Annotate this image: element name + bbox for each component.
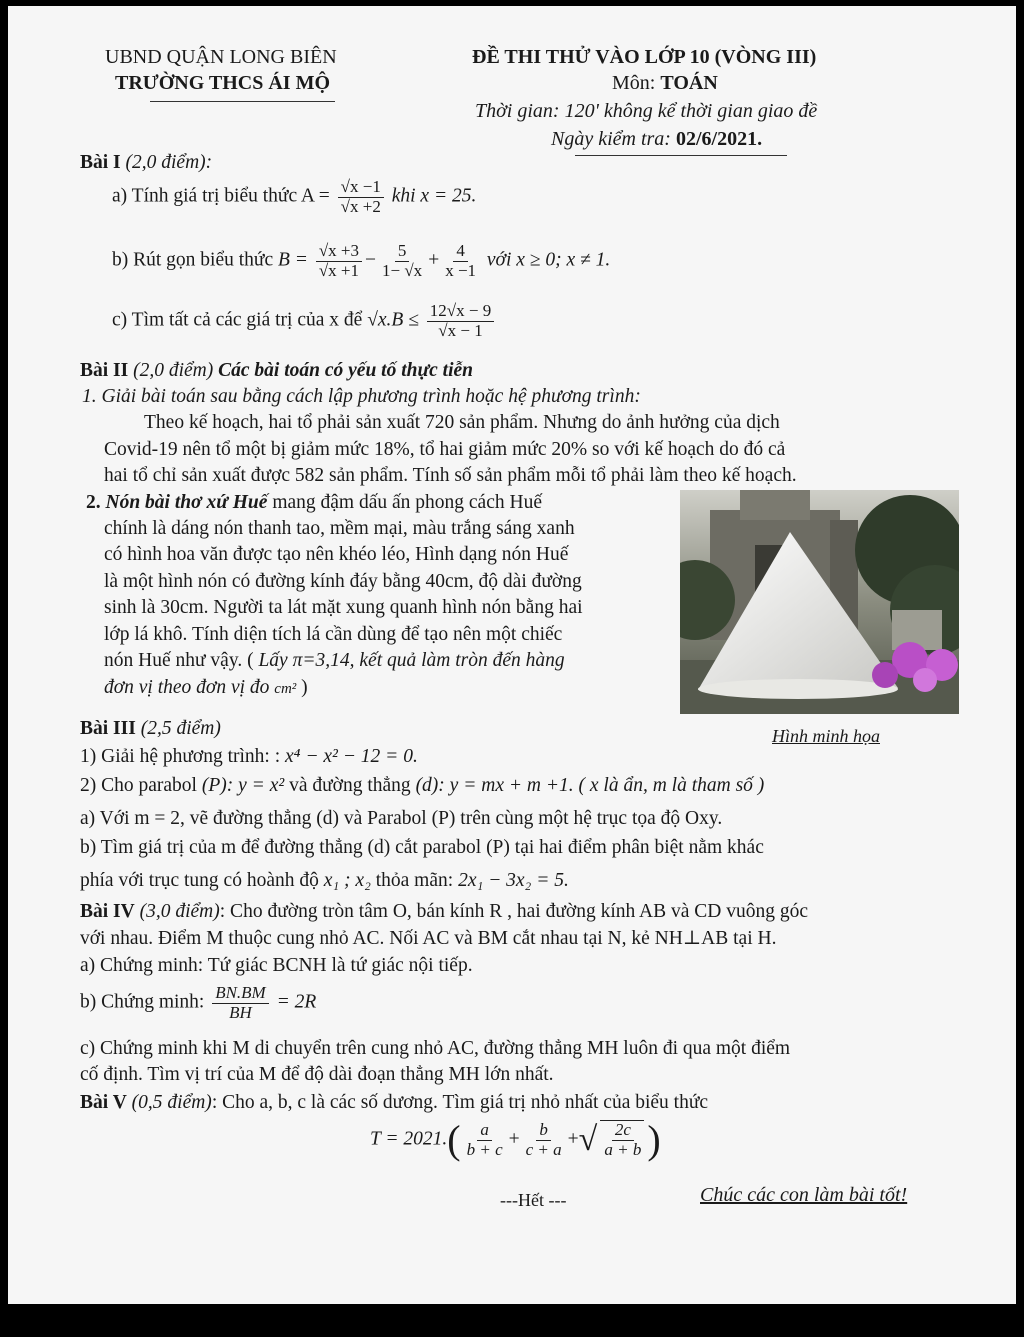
bai1-b-var: B = (278, 249, 308, 271)
bai4-qb-text: b) Chứng minh: (80, 991, 205, 1013)
bai1-title: Bài I (80, 152, 121, 173)
end-marker: ---Hết --- (500, 1190, 567, 1210)
bai1-part-a (112, 178, 476, 216)
bai1-c-expr: √x.B ≤ (367, 309, 419, 331)
bai2-q2-line7 (104, 650, 565, 672)
illustration-caption: Hình minh họa (772, 726, 880, 746)
bai3-q2-d: (d): y = mx + m +1. (415, 775, 574, 796)
bai2-q2-num: 2. (86, 492, 101, 513)
frac-num: 2c (612, 1121, 634, 1141)
frac-den: √x +1 (318, 260, 360, 280)
frac-num: 12√x − 9 (427, 302, 494, 322)
bai2-q2-line8 (104, 677, 308, 699)
bai3-qb2c: thỏa mãn: (375, 870, 454, 891)
bai5-frac1 (464, 1121, 506, 1159)
bai3-qb2b: x₁ ; x₂ (323, 870, 371, 891)
bai3-q2-a: 2) Cho parabol (80, 775, 197, 796)
bai4-qc-line2: cố định. Tìm vị trí của M để độ dài đoạn thẳng MH lớn nhất. (80, 1064, 554, 1085)
bai4-qa: a) Chứng minh: Tứ giác BCNH là tứ giác nội tiếp. (80, 955, 473, 976)
bottom-bar (0, 1304, 1024, 1337)
bai5-line (80, 1092, 708, 1114)
header-left-underline (150, 101, 335, 102)
bai3-q2-note: ( x là ẩn, m là tham số ) (578, 775, 765, 796)
bai5-formula: T = 2021.( $\frac{a}{b + c}$ + $\frac{b}{c + a}$ +√ $\frac{2c}{a + b}$ ) (370, 1117, 661, 1162)
bai3-q1-text: 1) Giải hệ phương trình: : (80, 746, 281, 767)
frac-num: √x −1 (338, 178, 384, 198)
header-date (551, 128, 762, 151)
bai1-b-suffix: với x ≥ 0; x ≠ 1. (486, 249, 611, 271)
bai2-q2-line2: chính là dáng nón thanh tao, mềm mại, màu trắng sáng xanh (104, 518, 575, 539)
frac-num: √x +3 (316, 242, 362, 262)
bai3-q2 (80, 775, 764, 797)
bai3-qb-line2 (80, 870, 569, 892)
frac-num: a (477, 1121, 492, 1141)
bai4-qb-fraction (212, 984, 269, 1022)
bai1-points: (2,0 điểm): (125, 152, 213, 173)
frac-num: 4 (453, 242, 468, 262)
bai4-line1 (80, 901, 808, 923)
bai3-qb-line1: b) Tìm giá trị của m để đường thẳng (d) cắt parabol (P) tại hai điểm phân biệt nằm khác (80, 837, 764, 858)
bai2-q1-line2: Covid-19 nên tổ một bị giảm mức 18%, tổ hai giảm mức 20% so với kế hoạch do đó cả (104, 439, 786, 460)
bai3-q1-eq: x⁴ − x² − 12 = 0. (285, 746, 418, 767)
sqrt-sign: √ (578, 1121, 598, 1158)
frac-den: BH (229, 1002, 252, 1022)
bai1-a-suffix: khi x = 25. (391, 185, 477, 207)
date-label: Ngày kiểm tra: (551, 128, 676, 150)
closing-wish: Chúc các con làm bài tốt! (700, 1184, 908, 1206)
frac-den: 1− √x (382, 260, 423, 280)
bai1-heading (80, 152, 212, 174)
bai3-q2-p: (P): y = x² (201, 775, 285, 796)
bai3-points: (2,5 điểm) (140, 718, 221, 739)
bai4-l1: : Cho đường tròn tâm O, bán kính R , hai đường kính AB và CD vuông góc (219, 901, 809, 922)
bai2-q2-line4: là một hình nón có đường kính đáy bằng 40cm, độ dài đường (104, 571, 582, 592)
bai5-frac3 (600, 1120, 644, 1159)
frac-den: c + a (525, 1139, 562, 1159)
header-right-underline (575, 155, 787, 156)
frac-den: a + b (604, 1140, 642, 1159)
bai2-q2-bold: Nón bài thơ xứ Huế (105, 492, 268, 513)
bai3-q1 (80, 746, 418, 768)
header-subject (612, 72, 718, 95)
bai2-q2-unit: cm² (274, 681, 297, 697)
bai1-b-frac3 (442, 242, 479, 280)
bai3-qb2d: 2x₁ − 3x₂ = 5. (458, 870, 569, 891)
bai5-frac2 (523, 1121, 565, 1159)
bai2-q2-line5: sinh là 30cm. Người ta lát mặt xung quanh hình nón bằng hai (104, 597, 583, 618)
header-exam-title: ĐỀ THI THỬ VÀO LỚP 10 (VÒNG III) (472, 46, 817, 68)
frac-num: b (536, 1121, 551, 1141)
header-left-2: TRƯỜNG THCS ÁI MỘ (115, 72, 331, 94)
bai5-points: (0,5 điểm) (131, 1092, 212, 1113)
bai1-a-prefix: a) Tính giá trị biểu thức A = (112, 185, 330, 207)
bai1-a-fraction (338, 178, 384, 216)
bai1-b-frac2 (379, 242, 425, 280)
bai3-title: Bài III (80, 718, 136, 739)
bai4-points: (3,0 điểm) (139, 901, 220, 922)
bai1-c-prefix: c) Tìm tất cả các giá trị của x để (112, 309, 363, 331)
subject-value: TOÁN (660, 72, 718, 94)
bai2-q2-l1: mang đậm dấu ấn phong cách Huế (272, 492, 542, 513)
frac-den: √x +2 (340, 196, 381, 216)
frac-den: √x − 1 (438, 320, 483, 340)
bai4-qb (80, 984, 316, 1022)
bai4-qb-eq: = 2R (276, 991, 317, 1013)
bai2-q1-line1: Theo kế hoạch, hai tổ phải sản xuất 720 sản phẩm. Nhưng do ảnh hưởng của dịch (144, 412, 780, 433)
bai4-line2: với nhau. Điểm M thuộc cung nhỏ AC. Nối AC và BM cắt nhau tại N, kẻ NH⊥AB tại H. (80, 928, 777, 949)
frac-num: 5 (395, 242, 410, 262)
frac-num: BN.BM (212, 984, 269, 1004)
frac-den: x −1 (445, 260, 477, 280)
open-paren: ( (447, 1117, 461, 1162)
bai3-qa: a) Với m = 2, vẽ đường thẳng (d) và Parabol (P) trên cùng một hệ trục tọa độ Oxy. (80, 808, 723, 829)
bai1-part-b: b) Rút gọn biểu thức B = $\frac{√x +3}{√x +1}$ − $\frac{5}{1- √x}$ + $\frac{4}{x -1}$ với x ≥ 0; x ≠ 1. (112, 241, 611, 280)
bai1-b-prefix: b) Rút gọn biểu thức (112, 249, 274, 271)
subject-label: Môn: (612, 72, 661, 94)
header-left-1: UBND QUẬN LONG BIÊN (105, 46, 337, 68)
bai2-q2-close: ) (301, 677, 308, 698)
bai2-q2-l7a: nón Huế như vậy. ( (104, 650, 254, 671)
bai2-q1-line3: hai tổ chỉ sản xuất được 582 sản phẩm. Tính số sản phẩm mỗi tổ phải làm theo kế hoạch. (104, 465, 797, 486)
bai1-part-c (112, 302, 497, 340)
bai4-qc-line1: c) Chứng minh khi M di chuyển trên cung nhỏ AC, đường thẳng MH luôn đi qua một điểm (80, 1038, 791, 1059)
bai2-q1-title: 1. Giải bài toán sau bằng cách lập phương trình hoặc hệ phương trình: (82, 386, 641, 407)
bai3-heading (80, 718, 221, 740)
bai2-q2-line6: lớp lá khô. Tính diện tích lá cần dùng để tạo nên một chiếc (104, 624, 563, 645)
bai2-heading (80, 360, 473, 382)
bai5-text: : Cho a, b, c là các số dương. Tìm giá trị nhỏ nhất của biểu thức (211, 1092, 709, 1113)
close-paren: ) (647, 1117, 661, 1162)
bai2-q2-l7b: Lấy π=3,14, kết quả làm tròn đến hàng (258, 650, 565, 671)
bai3-qb2a: phía với trục tung có hoành độ (80, 870, 319, 891)
bai1-c-fraction (427, 302, 494, 340)
bai2-q2-line1 (86, 492, 542, 514)
conical-hat-illustration (680, 490, 959, 714)
bai2-subtitle: Các bài toán có yếu tố thực tiễn (218, 360, 474, 381)
bai2-q2-line3: có hình hoa văn được tạo nên khéo léo, Hình dạng nón Huế (104, 544, 569, 565)
illustration-photo (680, 490, 959, 714)
bai4-title: Bài IV (80, 901, 135, 922)
bai1-b-frac1 (316, 242, 362, 280)
bai3-q2-b: và đường thẳng (289, 775, 411, 796)
bai5-t-lhs: T = 2021. (370, 1128, 448, 1150)
bai2-title: Bài II (80, 360, 129, 381)
bai2-points: (2,0 điểm) (133, 360, 214, 381)
bai5-title: Bài V (80, 1092, 127, 1113)
frac-den: b + c (466, 1139, 503, 1159)
date-value: 02/6/2021. (675, 128, 763, 150)
header-time: Thời gian: 120' không kể thời gian giao đề (475, 100, 818, 122)
bai2-q2-l8: đơn vị theo đơn vị đo (104, 677, 270, 698)
